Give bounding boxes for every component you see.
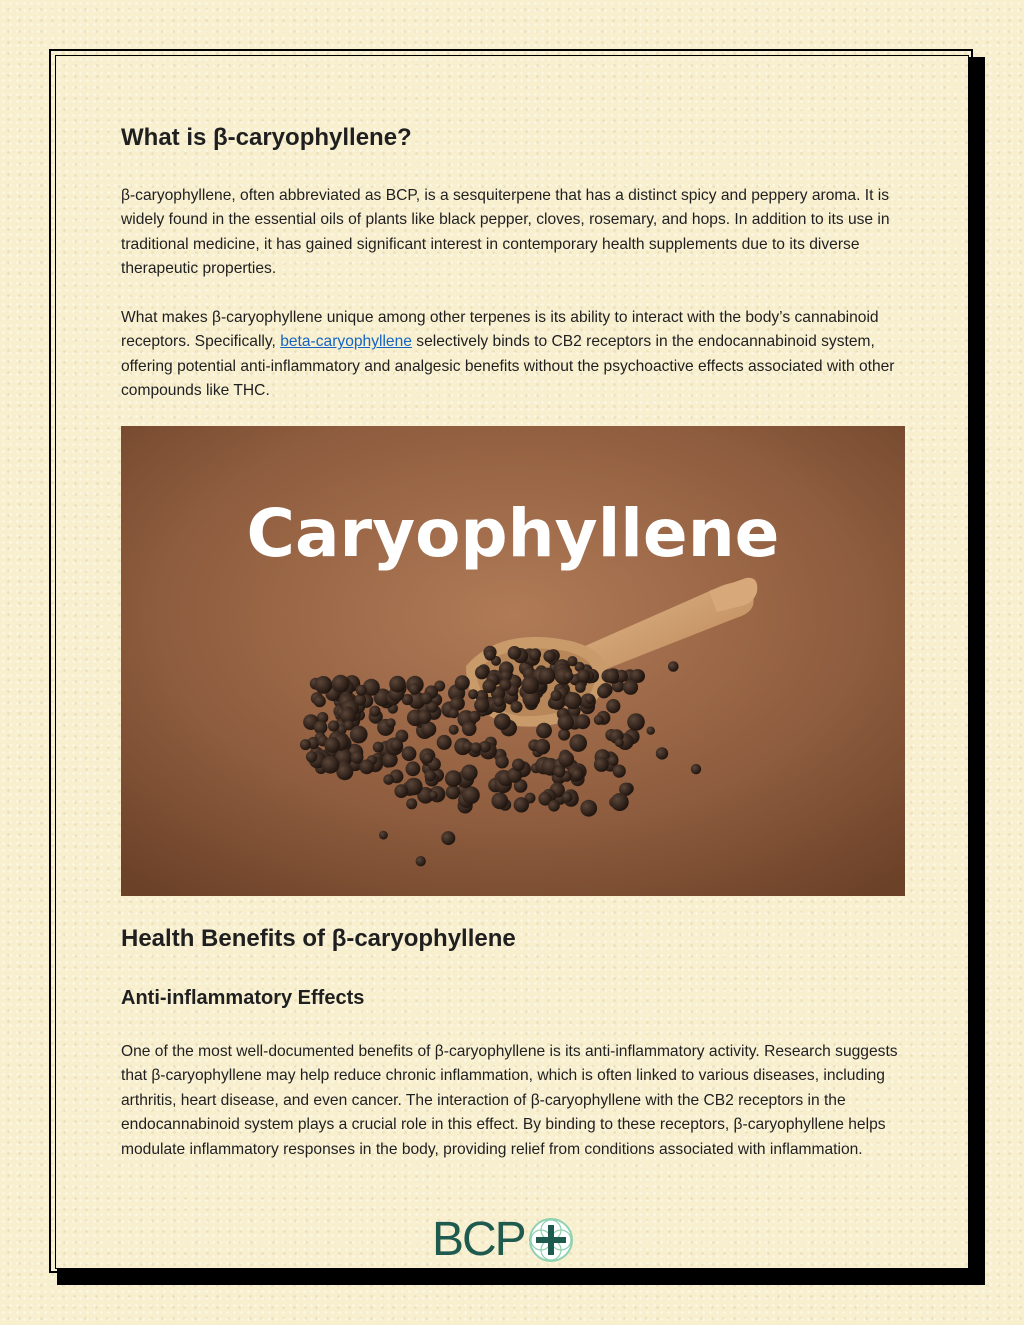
peppercorn: [446, 785, 460, 799]
bcp-plus-icon: [527, 1216, 575, 1264]
peppercorn: [437, 735, 452, 750]
peppercorn: [597, 685, 611, 699]
peppercorn: [406, 761, 421, 776]
peppercorn: [461, 765, 477, 781]
peppercorn: [548, 800, 560, 812]
peppercorn: [580, 800, 597, 817]
caryophyllene-photo: [121, 426, 905, 896]
bcp-logo-text: BCP: [432, 1213, 525, 1266]
peppercorn: [514, 797, 529, 812]
peppercorn: [569, 734, 587, 752]
peppercorn: [445, 770, 462, 787]
peppercorn: [491, 792, 508, 809]
peppercorn: [499, 679, 511, 691]
peppercorn: [344, 720, 354, 730]
peppercorn: [594, 757, 609, 772]
peppercorn: [306, 751, 317, 762]
peppercorn: [314, 695, 326, 707]
peppercorn: [554, 766, 566, 778]
peppercorn: [315, 676, 333, 694]
peppercorn: [455, 675, 470, 690]
beta-caryophyllene-link[interactable]: beta-caryophyllene: [280, 333, 412, 351]
peppercorn: [420, 692, 432, 704]
peppercorn: [494, 713, 511, 730]
peppercorn: [369, 706, 380, 717]
peppercorn: [575, 682, 586, 693]
heading-anti-inflammatory: Anti-inflammatory Effects: [121, 987, 365, 1009]
peppercorn: [668, 661, 679, 672]
peppercorn: [474, 698, 489, 713]
peppercorn: [521, 676, 539, 694]
peppercorn: [494, 697, 504, 707]
peppercorn: [300, 739, 311, 750]
peppercorn: [508, 646, 522, 660]
peppercorn: [558, 714, 574, 730]
photo-title-text: Caryophyllene: [246, 495, 780, 572]
peppercorn: [564, 692, 581, 709]
peppercorn: [611, 793, 629, 811]
peppercorn: [691, 764, 701, 774]
peppercorn: [615, 738, 624, 747]
peppercorn: [332, 675, 350, 693]
peppercorn: [423, 753, 434, 764]
peppercorn: [383, 774, 394, 785]
peppercorn: [529, 649, 541, 661]
peppercorn: [577, 669, 590, 682]
peppercorn: [539, 668, 555, 684]
peppercorn: [418, 710, 432, 724]
bcp-logo: [432, 1214, 592, 1266]
peppercorn: [469, 711, 481, 723]
peppercorn: [558, 729, 570, 741]
paragraph-receptors-end: selectively binds to CB2 receptors in the endocannabinoid system, offering potential anti-inflammatory and analgesic benefits without the psychoactive effects associated with other compounds like THC.: [121, 333, 895, 400]
peppercorn: [373, 742, 384, 753]
peppercorn: [389, 676, 406, 693]
peppercorn: [575, 714, 590, 729]
peppercorn: [605, 669, 620, 684]
peppercorn: [441, 831, 455, 845]
heading-health-benefits: Health Benefits of β-caryophyllene: [121, 925, 516, 952]
peppercorn: [482, 679, 496, 693]
peppercorn: [551, 690, 562, 701]
peppercorn: [386, 718, 396, 728]
peppercorn: [485, 650, 496, 661]
peppercorn: [535, 739, 551, 755]
peppercorn: [359, 759, 374, 774]
peppercorn: [627, 713, 645, 731]
peppercorn: [328, 720, 339, 731]
peppercorn: [425, 770, 436, 781]
peppercorn: [571, 768, 583, 780]
peppercorn: [543, 650, 555, 662]
peppercorn: [324, 737, 340, 753]
peppercorn: [449, 708, 459, 718]
peppercorn: [421, 722, 436, 737]
peppercorn: [468, 689, 478, 699]
peppercorn: [562, 792, 573, 803]
peppercorn: [656, 747, 668, 759]
peppercorn: [462, 786, 480, 804]
peppercorn: [379, 831, 388, 840]
peppercorn: [594, 715, 604, 725]
peppercorn: [356, 685, 367, 696]
peppercorn: [390, 739, 403, 752]
peppercorn: [429, 791, 438, 800]
pepper-scoop-illustration: [121, 426, 905, 896]
peppercorn: [608, 756, 618, 766]
peppercorn: [495, 755, 508, 768]
peppercorn: [406, 798, 417, 809]
peppercorn: [511, 701, 523, 713]
peppercorn: [409, 683, 420, 694]
paragraph-intro: β-caryophyllene, often abbreviated as BCP, is a sesquiterpene that has a distinct spicy and peppery aroma. It is widely found in the essential oils of plants like black pepper, cloves, rosemary, and hops. In addition to its use in traditional medicine, it has gained significant interest in contemporary health supplements due to its diverse therapeutic properties.: [121, 187, 890, 278]
paragraph-receptors: [121, 306, 911, 404]
peppercorn: [563, 671, 573, 681]
peppercorn: [355, 694, 367, 706]
peppercorn: [567, 656, 577, 666]
peppercorn: [536, 723, 552, 739]
peppercorn: [623, 680, 638, 695]
paragraph-receptors-start: What makes β-caryophyllene unique among other terpenes is its ability to interact with the body’s cannabinoid receptors. Specifically,: [121, 309, 879, 351]
heading-what-is: What is β-caryophyllene?: [121, 124, 412, 151]
peppercorn: [558, 751, 574, 767]
peppercorn: [416, 856, 426, 866]
peppercorn: [585, 694, 595, 704]
peppercorn: [647, 727, 655, 735]
peppercorn: [613, 765, 626, 778]
peppercorn: [402, 746, 417, 761]
peppercorn: [606, 699, 620, 713]
peppercorn: [471, 742, 482, 753]
peppercorn: [512, 759, 525, 772]
peppercorn: [322, 756, 340, 774]
peppercorn: [475, 666, 489, 680]
peppercorn: [462, 722, 477, 737]
peppercorn: [394, 784, 408, 798]
paragraph-anti-inflammatory: One of the most well-documented benefits of β-caryophyllene is its anti-inflammatory activity. Research suggests that β-caryophyllene may help reduce chronic inflammation, which is often linked to various diseases, including arthritis, heart disease, and even cancer. The interaction of β-caryophyllene with the CB2 receptors in the endocannabinoid system plays a crucial role in this effect. By binding to these receptors, β-caryophyllene helps modulate inflammatory responses in the body, providing relief from conditions associated with inflammation.: [121, 1043, 898, 1158]
peppercorn: [449, 725, 459, 735]
